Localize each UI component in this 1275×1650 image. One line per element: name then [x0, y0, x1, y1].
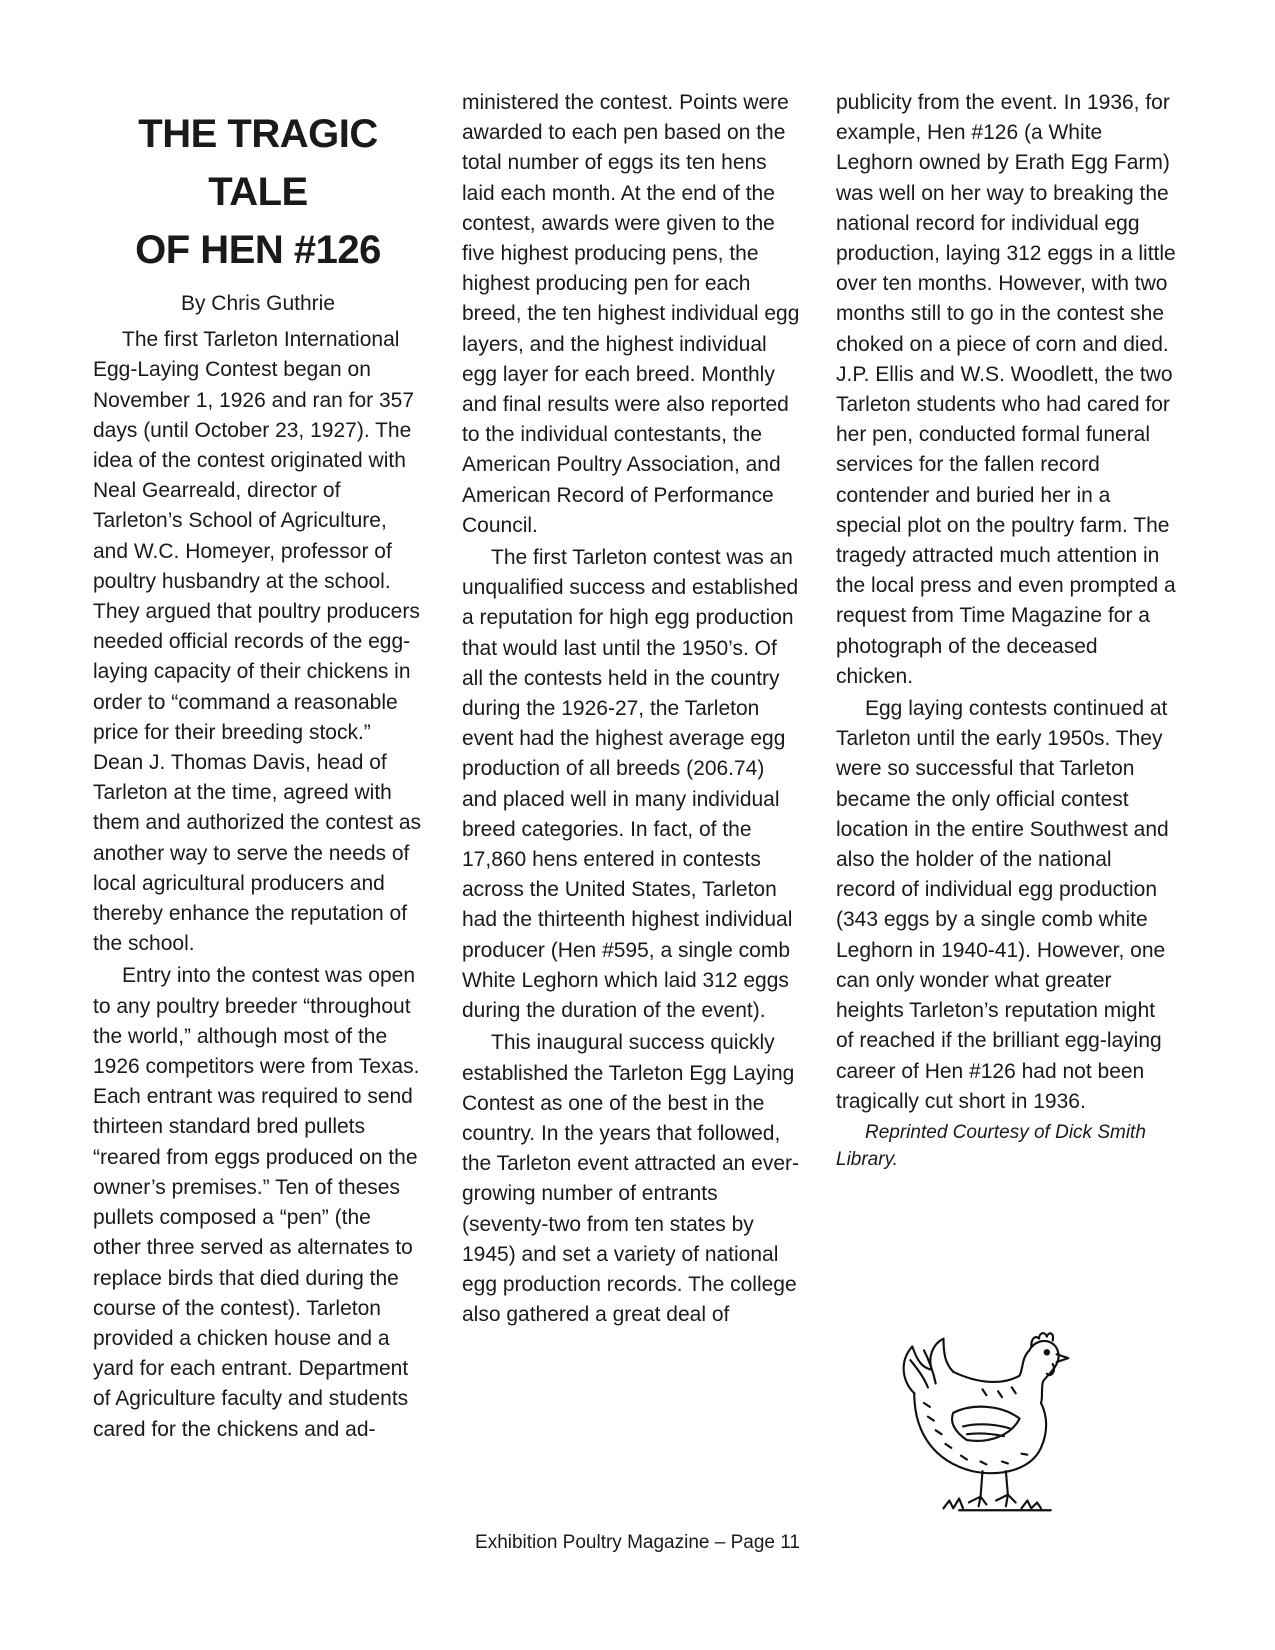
- column-1: [93, 90, 423, 1447]
- paragraph: Egg laying contests continued at Tarleton until the early 1950s. They were so successful that Tarleton became the only official contest location in the entire Southwest and also the holder of the national record of individual egg production (343 eggs by a single comb white Leghorn in 1940-41). However, one can only wonder what greater heights Tarleton’s reputation might of reached if the brilliant egg-laying career of Hen #126 had not been tragically cut short in 1936.: [836, 697, 1169, 1113]
- column-3: [836, 88, 1176, 1192]
- title-line-1: THE TRAGIC TALE: [138, 112, 378, 214]
- title-line-2: OF HEN #126: [135, 228, 381, 272]
- courtesy-note: Reprinted Courtesy of Dick Smith Library.: [836, 1121, 1146, 1170]
- article-title: [93, 105, 423, 279]
- paragraph: publicity from the event. In 1936, for example, Hen #126 (a White Leghorn owned by Erath Egg Farm) was well on her way to breaking the national record for individual egg production, laying 312 eggs in a little over ten months. However, with two months still to go in the contest she choked on a piece of corn and died. J.P. Ellis and W.S. Woodlett, the two Tarleton students who had cared for her pen, conducted formal funeral services for the fallen record contender and buried her in a special plot on the poultry farm. The tragedy attracted much attention in the local press and even prompted a request from Time Magazine for a photograph of the deceased chicken.: [836, 91, 1176, 688]
- hen-icon: [885, 1325, 1080, 1520]
- paragraph: The first Tarleton contest was an unqualified success and established a reputation for high egg production that would last until the 1950’s. Of all the contests held in the country during the 1926-27, the Tarleton event had the highest average egg production of all breeds (206.74) and placed well in many individual breed categories. In fact, of the 17,860 hens entered in contests across the United States, Tarleton had the thirteenth highest individual producer (Hen #595, a single comb White Leghorn which laid 312 eggs during the duration of the event).: [462, 546, 799, 1023]
- paragraph: This inaugural success quickly established the Tarleton Egg Laying Contest as one of the best in the country. In the years that followed, the Tarleton event attracted an ever-growing number of entrants (seventy-two from ten states by 1945) and set a variety of national egg production records. The college also gathered a great deal of: [462, 1031, 799, 1327]
- paragraph: Entry into the contest was open to any poultry breeder “throughout the world,” although most of the 1926 competitors were from Texas. Each entrant was required to send thirteen standard bred pullets “reared from eggs produced on the owner’s premises.” Ten of theses pullets composed a “pen” (the other three served as alternates to replace birds that died during the course of the contest). Tarleton provided a chicken house and a yard for each entrant. Department of Agriculture faculty and students cared for the chickens and ad-: [93, 964, 420, 1441]
- page-footer: Exhibition Poultry Magazine – Page 11: [475, 1532, 800, 1553]
- byline: By Chris Guthrie: [180, 292, 336, 315]
- paragraph: The first Tarleton International Egg-Laying Contest began on November 1, 1926 and ran for 357 days (until October 23, 1927). The idea of the contest originated with Neal Gearreald, director of Tarleton’s School of Agriculture, and W.C. Homeyer, professor of poultry husbandry at the school. They argued that poultry producers needed official records of the egg-laying capacity of their chickens in order to “command a reasonable price for their breeding stock.” Dean J. Thomas Davis, head of Tarleton at the time, agreed with them and authorized the contest as another way to serve the needs of local agricultural producers and thereby enhance the reputation of the school.: [93, 328, 422, 956]
- column-2: [462, 88, 800, 1332]
- paragraph: ministered the contest. Points were awarded to each pen based on the total number of eggs its ten hens laid each month. At the end of the contest, awards were given to the five highest producing pens, the highest producing pen for each breed, the ten highest individual egg layers, and the highest individual egg layer for each breed. Monthly and final results were also reported to the individual contestants, the American Poultry Association, and American Record of Performance Council.: [462, 91, 800, 537]
